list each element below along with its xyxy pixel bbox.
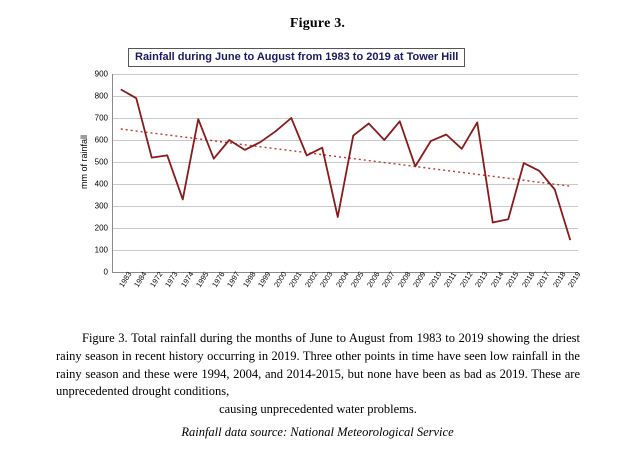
x-axis-tick-label: 2006 bbox=[364, 270, 382, 289]
x-axis-tick-label: 2008 bbox=[395, 270, 413, 289]
y-axis-tick-label: 500 bbox=[94, 157, 108, 167]
x-axis-tick-label: 1974 bbox=[178, 270, 196, 289]
y-axis-tick-label: 300 bbox=[94, 201, 108, 211]
x-axis-tick-label: 2017 bbox=[535, 270, 552, 289]
x-axis-tick-label: 1972 bbox=[147, 270, 165, 289]
x-axis-tick-label: 2015 bbox=[504, 270, 521, 289]
caption-body: Figure 3. Total rainfall during the months of June to August from 1983 to 2019 showing the driest rainy season in recent history occurring in 2019. Three other points in time have seen low rainfall in the rainy season and these were 1994, 2004, and 2014-2015, but none have been as bad as 2019. These are unprecedented drought conditions, bbox=[56, 331, 580, 399]
figure-caption bbox=[56, 330, 580, 419]
y-axis-tick-label: 600 bbox=[94, 135, 108, 145]
x-axis-tick-label: 2011 bbox=[442, 270, 459, 289]
x-axis-tick-label: 2019 bbox=[566, 270, 583, 289]
x-axis-tick-label: 1983 bbox=[116, 270, 134, 289]
y-axis-tick-label: 700 bbox=[94, 113, 108, 123]
x-axis-tick-label: 2012 bbox=[457, 270, 475, 289]
x-axis-tick-label: 2004 bbox=[333, 270, 351, 289]
data-source-note: Rainfall data source: National Meteorological Service bbox=[181, 425, 454, 439]
x-axis-tick-label: 2005 bbox=[349, 270, 366, 289]
x-axis-tick-label: 1998 bbox=[240, 270, 258, 289]
y-axis-tick-label: 100 bbox=[94, 245, 108, 255]
plot-area bbox=[94, 69, 583, 289]
x-axis-tick-label: 2000 bbox=[271, 270, 289, 289]
y-axis-tick-label: 900 bbox=[94, 69, 108, 79]
x-axis-tick-label: 1984 bbox=[132, 270, 149, 289]
x-axis-tick-label: 1973 bbox=[163, 270, 180, 289]
x-axis-tick-label: 2001 bbox=[287, 270, 304, 289]
x-axis-tick-label: 1976 bbox=[209, 270, 227, 289]
plot-wrapper bbox=[50, 69, 590, 309]
x-axis-tick-label: 1997 bbox=[225, 270, 242, 289]
x-axis-tick-label: 2009 bbox=[411, 270, 428, 289]
y-axis-tick-label: 200 bbox=[94, 223, 108, 233]
x-axis-tick-label: 2003 bbox=[318, 270, 335, 289]
x-axis-tick-label: 2007 bbox=[380, 270, 397, 289]
chart-title: Rainfall during June to August from 1983 to 2019 at Tower Hill bbox=[128, 48, 465, 67]
chart-container bbox=[50, 44, 590, 309]
x-axis-tick-label: 2013 bbox=[473, 270, 490, 289]
x-axis-tick-label: 2018 bbox=[550, 270, 568, 289]
x-axis-tick-label: 2010 bbox=[426, 270, 444, 289]
x-axis-tick-label: 1995 bbox=[194, 270, 211, 289]
y-axis-tick-label: 800 bbox=[94, 91, 108, 101]
x-axis-tick-label: 2016 bbox=[519, 270, 537, 289]
y-axis-title: mm of rainfall bbox=[79, 135, 89, 190]
y-axis-tick-label: 400 bbox=[94, 179, 108, 189]
rainfall-series-line bbox=[113, 74, 578, 272]
figure-number: Figure 3. bbox=[289, 16, 346, 31]
x-axis-tick-label: 1999 bbox=[256, 270, 273, 289]
y-axis-tick-label: 0 bbox=[103, 267, 108, 277]
x-axis-tick-label: 2014 bbox=[488, 270, 506, 289]
caption-last-line: causing unprecedented water problems. bbox=[219, 402, 417, 416]
x-axis-tick-label: 2002 bbox=[302, 270, 320, 289]
